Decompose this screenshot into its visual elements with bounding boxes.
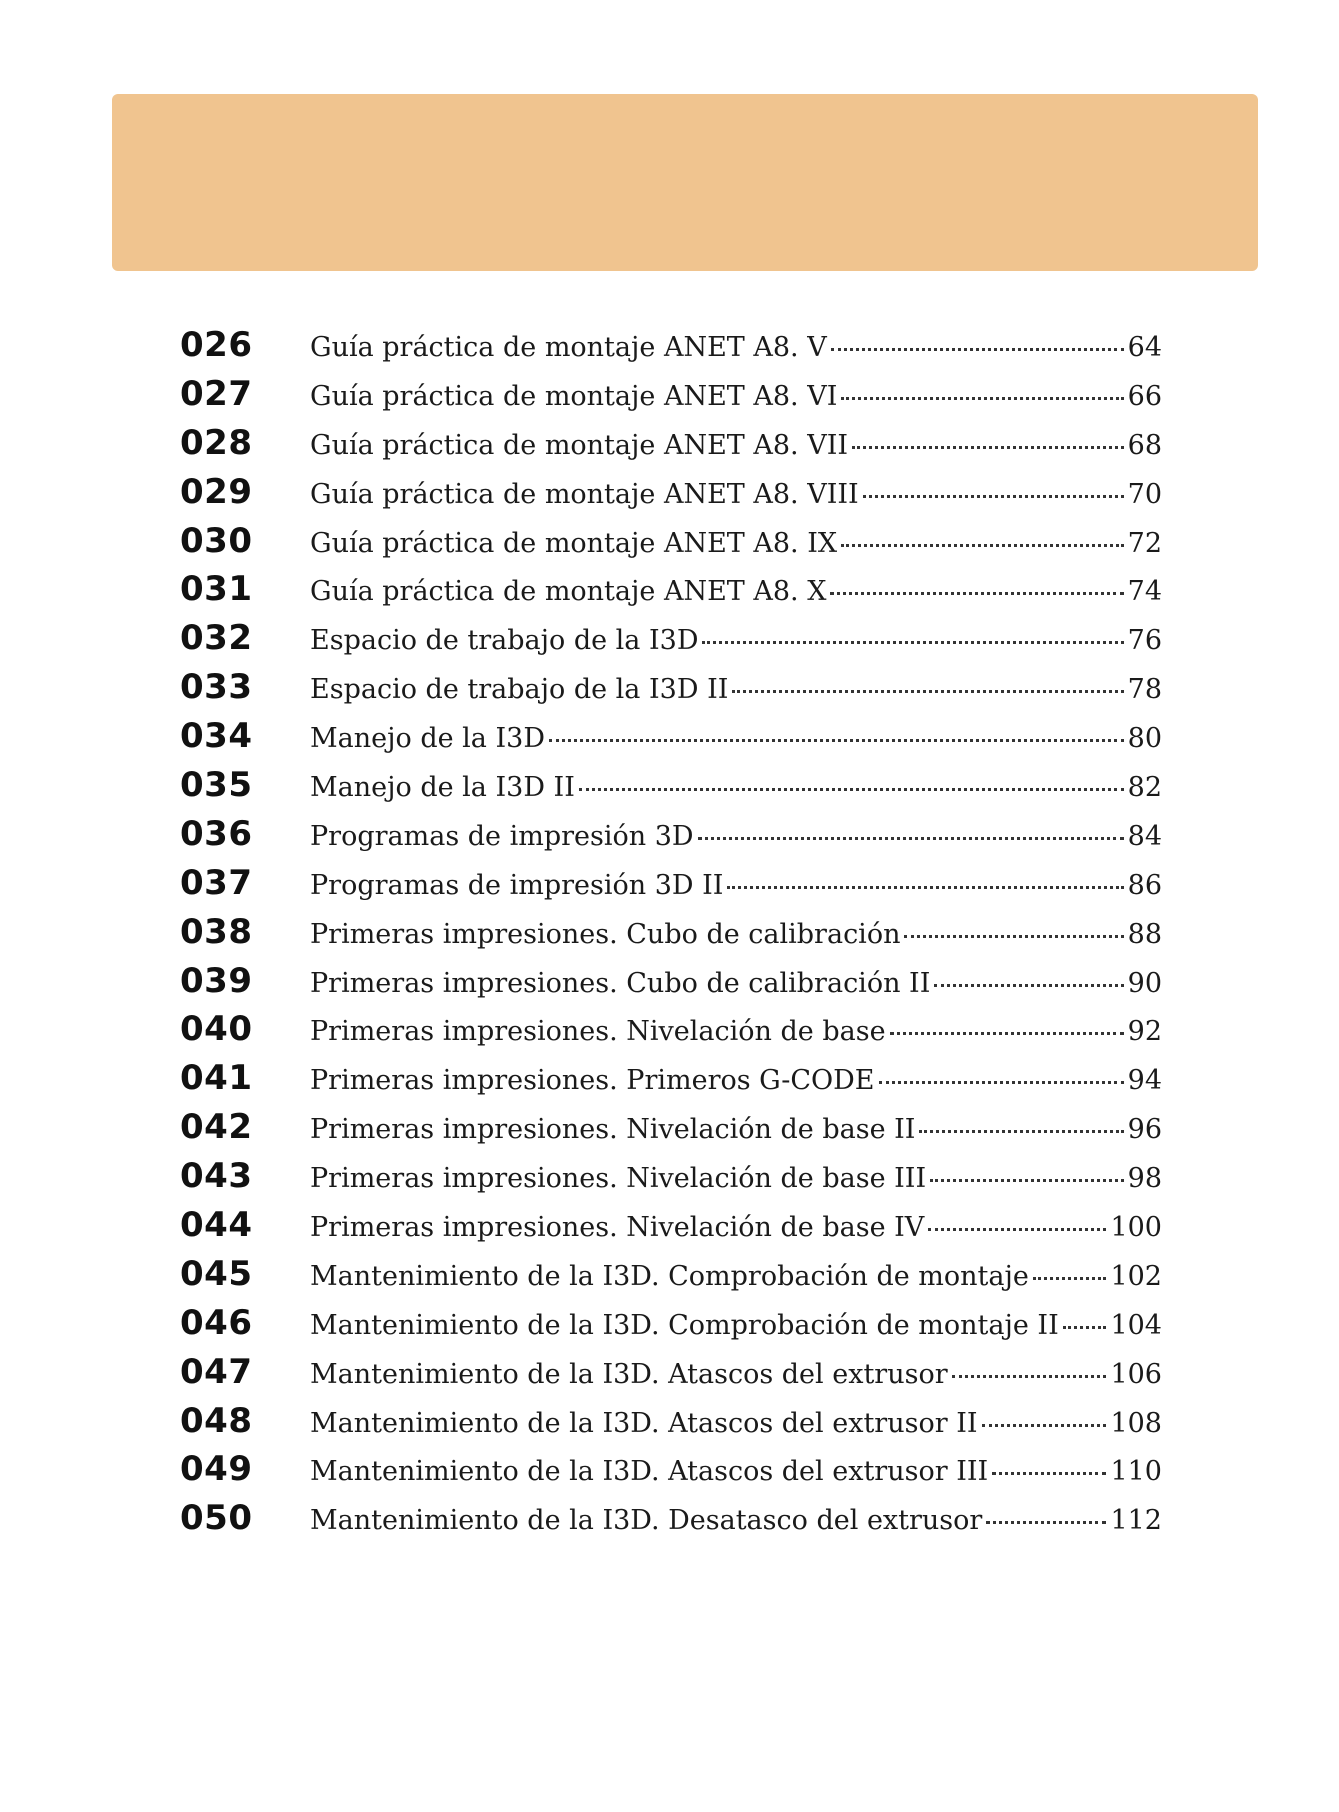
toc-entry-title: Primeras impresiones. Nivelación de base IV [310, 1212, 925, 1244]
toc-entry-number: 033 [180, 667, 253, 708]
toc-entry-page: 96 [1127, 1114, 1162, 1146]
toc-entry[interactable] [180, 374, 1162, 423]
toc-dot-leader [841, 544, 1124, 547]
toc-dot-leader [982, 1424, 1107, 1427]
toc-entry-number: 031 [180, 569, 253, 610]
toc-dot-leader [934, 984, 1123, 987]
toc-entry[interactable] [180, 618, 1162, 667]
toc-entry-number: 030 [180, 520, 253, 561]
toc-dot-leader [930, 1179, 1124, 1182]
toc-entry-title: Primeras impresiones. Cubo de calibración II [310, 967, 931, 999]
toc-entry-page: 102 [1110, 1260, 1162, 1292]
toc-entry-number: 037 [180, 862, 253, 903]
toc-entry-page: 108 [1110, 1407, 1162, 1439]
toc-dot-leader [579, 788, 1124, 791]
toc-entry-title: Guía práctica de montaje ANET A8. X [310, 576, 827, 608]
toc-entry[interactable] [180, 765, 1162, 814]
toc-entry-page: 82 [1127, 772, 1162, 804]
toc-entry-number: 029 [180, 471, 253, 512]
toc-dot-leader [986, 1521, 1106, 1524]
toc-entry-number: 049 [180, 1449, 253, 1490]
toc-entry-page: 70 [1127, 478, 1162, 510]
toc-dot-leader [928, 1228, 1106, 1231]
toc-entry-number: 039 [180, 960, 253, 1001]
toc-entry[interactable] [180, 1107, 1162, 1156]
toc-entry-page: 106 [1110, 1358, 1162, 1390]
toc-entry-number: 026 [180, 325, 253, 365]
toc-entry-page: 84 [1127, 820, 1162, 852]
toc-entry[interactable] [180, 569, 1162, 618]
toc-entry[interactable] [180, 1009, 1162, 1058]
toc-entry[interactable] [180, 1156, 1162, 1205]
toc-entry-title: Mantenimiento de la I3D. Atascos del extrusor [310, 1358, 948, 1390]
toc-entry-page: 72 [1127, 527, 1162, 559]
toc-entry-page: 100 [1110, 1212, 1162, 1244]
header-band [112, 94, 1258, 271]
toc-entry[interactable] [180, 1058, 1162, 1107]
toc-dot-leader [549, 739, 1124, 742]
toc-entry-title: Guía práctica de montaje ANET A8. VI [310, 380, 838, 412]
toc-entry[interactable] [180, 667, 1162, 716]
toc-entry-page: 78 [1127, 674, 1162, 706]
toc-entry-title: Programas de impresión 3D [310, 820, 694, 852]
toc-entry-number: 044 [180, 1205, 253, 1246]
toc-entry[interactable] [180, 863, 1162, 912]
toc-entry-number: 046 [180, 1302, 253, 1343]
toc-entry-number: 042 [180, 1107, 253, 1148]
toc-entry-title: Mantenimiento de la I3D. Comprobación de montaje [310, 1260, 1029, 1292]
toc-entry-title: Guía práctica de montaje ANET A8. V [310, 332, 827, 363]
toc-entry-title: Mantenimiento de la I3D. Atascos del extrusor II [310, 1407, 978, 1439]
toc-entry-number: 027 [180, 373, 253, 414]
toc-entry-number: 034 [180, 716, 253, 757]
table-of-contents [180, 325, 1162, 1547]
toc-entry-title: Espacio de trabajo de la I3D [310, 625, 699, 657]
toc-entry-title: Espacio de trabajo de la I3D II [310, 674, 729, 706]
toc-entry-number: 045 [180, 1253, 253, 1294]
toc-entry-page: 112 [1110, 1505, 1162, 1537]
toc-dot-leader [1033, 1277, 1107, 1280]
toc-dot-leader [732, 690, 1123, 693]
toc-entry-title: Guía práctica de montaje ANET A8. VII [310, 429, 849, 461]
toc-entry-number: 035 [180, 765, 253, 806]
toc-entry-title: Mantenimiento de la I3D. Atascos del extrusor III [310, 1456, 989, 1488]
toc-entry[interactable] [180, 1205, 1162, 1254]
toc-entry-number: 028 [180, 422, 253, 463]
toc-entry-title: Guía práctica de montaje ANET A8. IX [310, 527, 838, 559]
toc-entry[interactable] [180, 912, 1162, 961]
toc-entry-title: Mantenimiento de la I3D. Comprobación de montaje II [310, 1309, 1059, 1341]
toc-entry-title: Manejo de la I3D [310, 723, 545, 755]
toc-entry[interactable] [180, 423, 1162, 472]
toc-entry-page: 66 [1127, 380, 1162, 412]
toc-dot-leader [830, 592, 1123, 595]
toc-entry[interactable] [180, 961, 1162, 1010]
toc-dot-leader [698, 837, 1124, 840]
toc-entry-title: Primeras impresiones. Nivelación de base III [310, 1163, 927, 1195]
toc-entry-page: 80 [1127, 723, 1162, 755]
toc-entry[interactable] [180, 1498, 1162, 1547]
toc-entry-page: 92 [1127, 1016, 1162, 1048]
toc-entry-title: Primeras impresiones. Primeros G-CODE [310, 1065, 875, 1097]
toc-entry-number: 041 [180, 1058, 253, 1099]
toc-entry-title: Guía práctica de montaje ANET A8. VIII [310, 478, 859, 510]
toc-entry-number: 038 [180, 911, 253, 952]
toc-entry-number: 048 [180, 1400, 253, 1441]
toc-entry-page: 76 [1127, 625, 1162, 657]
toc-entry-number: 043 [180, 1156, 253, 1197]
toc-dot-leader [919, 1130, 1123, 1133]
toc-entry[interactable] [180, 521, 1162, 570]
toc-dot-leader [727, 886, 1123, 889]
toc-entry-page: 86 [1127, 869, 1162, 901]
toc-entry-page: 74 [1127, 576, 1162, 608]
toc-entry[interactable] [180, 1352, 1162, 1401]
toc-entry-title: Primeras impresiones. Cubo de calibración [310, 918, 901, 950]
toc-entry-title: Primeras impresiones. Nivelación de base [310, 1016, 886, 1048]
toc-entry[interactable] [180, 1254, 1162, 1303]
toc-dot-leader [702, 641, 1123, 644]
toc-dot-leader [1063, 1326, 1107, 1329]
toc-dot-leader [952, 1375, 1107, 1378]
toc-entry-number: 036 [180, 813, 253, 854]
toc-dot-leader [841, 397, 1123, 400]
toc-dot-leader [992, 1472, 1106, 1475]
toc-entry[interactable] [180, 1401, 1162, 1450]
toc-entry-page: 110 [1110, 1456, 1162, 1488]
toc-dot-leader [879, 1081, 1124, 1084]
toc-dot-leader [904, 935, 1123, 938]
toc-entry-page: 94 [1127, 1065, 1162, 1097]
toc-entry[interactable] [180, 814, 1162, 863]
toc-entry-title: Programas de impresión 3D II [310, 869, 724, 901]
toc-entry-number: 047 [180, 1351, 253, 1392]
toc-entry-title: Manejo de la I3D II [310, 772, 575, 804]
toc-entry-page: 98 [1127, 1163, 1162, 1195]
toc-entry-page: 90 [1127, 967, 1162, 999]
toc-entry-number: 050 [180, 1498, 253, 1539]
toc-dot-leader [863, 495, 1124, 498]
toc-entry-page: 88 [1127, 918, 1162, 950]
toc-entry-page: 68 [1127, 429, 1162, 461]
toc-entry[interactable] [180, 1303, 1162, 1352]
toc-entry-title: Mantenimiento de la I3D. Desatasco del extrusor [310, 1505, 983, 1537]
toc-entry-number: 040 [180, 1009, 253, 1050]
toc-entry[interactable] [180, 325, 1162, 374]
toc-entry[interactable] [180, 472, 1162, 521]
toc-entry-number: 032 [180, 618, 253, 659]
toc-entry-page: 104 [1110, 1309, 1162, 1341]
toc-dot-leader [831, 348, 1124, 351]
toc-entry[interactable] [180, 1449, 1162, 1498]
toc-dot-leader [890, 1032, 1124, 1035]
toc-entry-page: 64 [1127, 332, 1162, 363]
toc-dot-leader [852, 446, 1124, 449]
toc-entry[interactable] [180, 716, 1162, 765]
toc-entry-title: Primeras impresiones. Nivelación de base II [310, 1114, 916, 1146]
